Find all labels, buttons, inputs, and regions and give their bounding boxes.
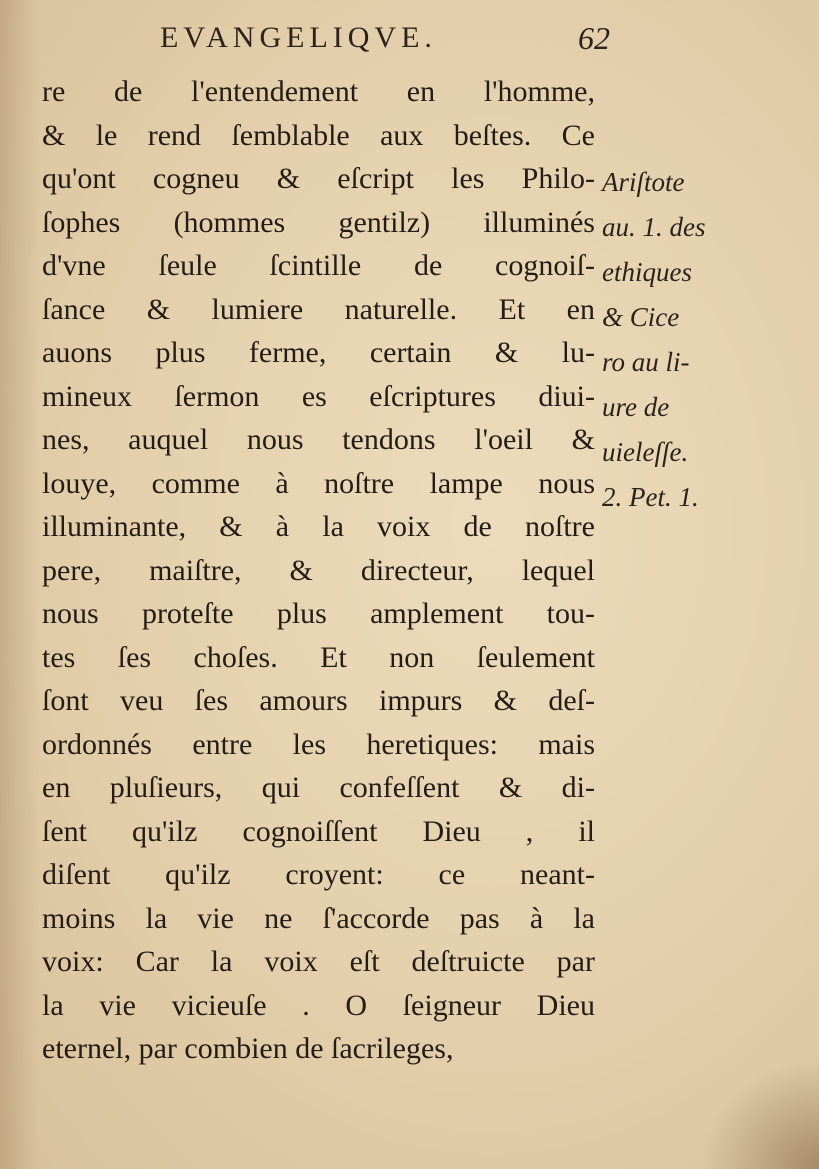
- text-line: moins la vie ne ſ'accorde pas à la: [42, 901, 595, 935]
- margin-note-line: 2. Pet. 1.: [602, 482, 699, 512]
- text-line: auons plus ferme, certain & lu-: [42, 336, 595, 369]
- running-head: [160, 18, 610, 58]
- text-line: mineux ſermon es eſcriptures diui-: [42, 379, 595, 413]
- margin-note-line: ro au li-: [602, 347, 690, 377]
- text-line: la vie vicieuſe . O ſeigneur Dieu: [42, 988, 595, 1022]
- text-line: voix: Car la voix eſt deſtruicte par: [42, 945, 595, 978]
- text-line: en pluſieurs, qui confeſſent & di-: [42, 771, 595, 804]
- text-line: re de l'entendement en l'homme,: [42, 75, 595, 108]
- margin-note-line: ure de: [602, 392, 670, 422]
- page-number: 62: [578, 20, 610, 56]
- text-line: nes, auquel nous tendons l'oeil &: [42, 423, 595, 456]
- text-line: diſent qu'ilz croyent: ce neant-: [42, 858, 595, 891]
- margin-note-line: ethiques: [602, 257, 692, 287]
- text-line: tes ſes choſes. Et non ſeulement: [42, 640, 595, 674]
- body-text: [30, 70, 595, 1071]
- text-line: louye, comme à noſtre lampe nous: [42, 466, 595, 500]
- margin-note-line: & Cice: [602, 302, 680, 332]
- text-line: ſent qu'ilz cognoiſſent Dieu , il: [42, 814, 595, 848]
- text-line: ſont veu ſes amours impurs & deſ-: [42, 684, 595, 717]
- text-line: d'vne ſeule ſcintille de cognoiſ-: [42, 249, 595, 282]
- text-line: nous proteſte plus amplement tou-: [42, 597, 595, 630]
- text-line: eternel, par combien de ſacrileges,: [42, 1032, 454, 1065]
- running-title: EVANGELIQVE.: [160, 21, 437, 54]
- margin-note-line: au. 1. des: [602, 212, 706, 242]
- margin-note: [602, 160, 722, 520]
- text-line: ſance & lumiere naturelle. Et en: [42, 292, 595, 326]
- margin-note-line: uieleſſe.: [602, 437, 689, 467]
- text-line: qu'ont cogneu & eſcript les Philo-: [42, 162, 595, 195]
- text-line: illuminante, & à la voix de noſtre: [42, 510, 595, 543]
- text-line: & le rend ſemblable aux beſtes. Ce: [42, 118, 595, 152]
- margin-note-line: Ariſtote: [602, 167, 685, 197]
- text-line: ordonnés entre les heretiques: mais: [42, 727, 595, 761]
- text-line: pere, maiſtre, & directeur, lequel: [42, 553, 595, 587]
- text-line: ſophes (hommes gentilz) illuminés: [42, 205, 595, 239]
